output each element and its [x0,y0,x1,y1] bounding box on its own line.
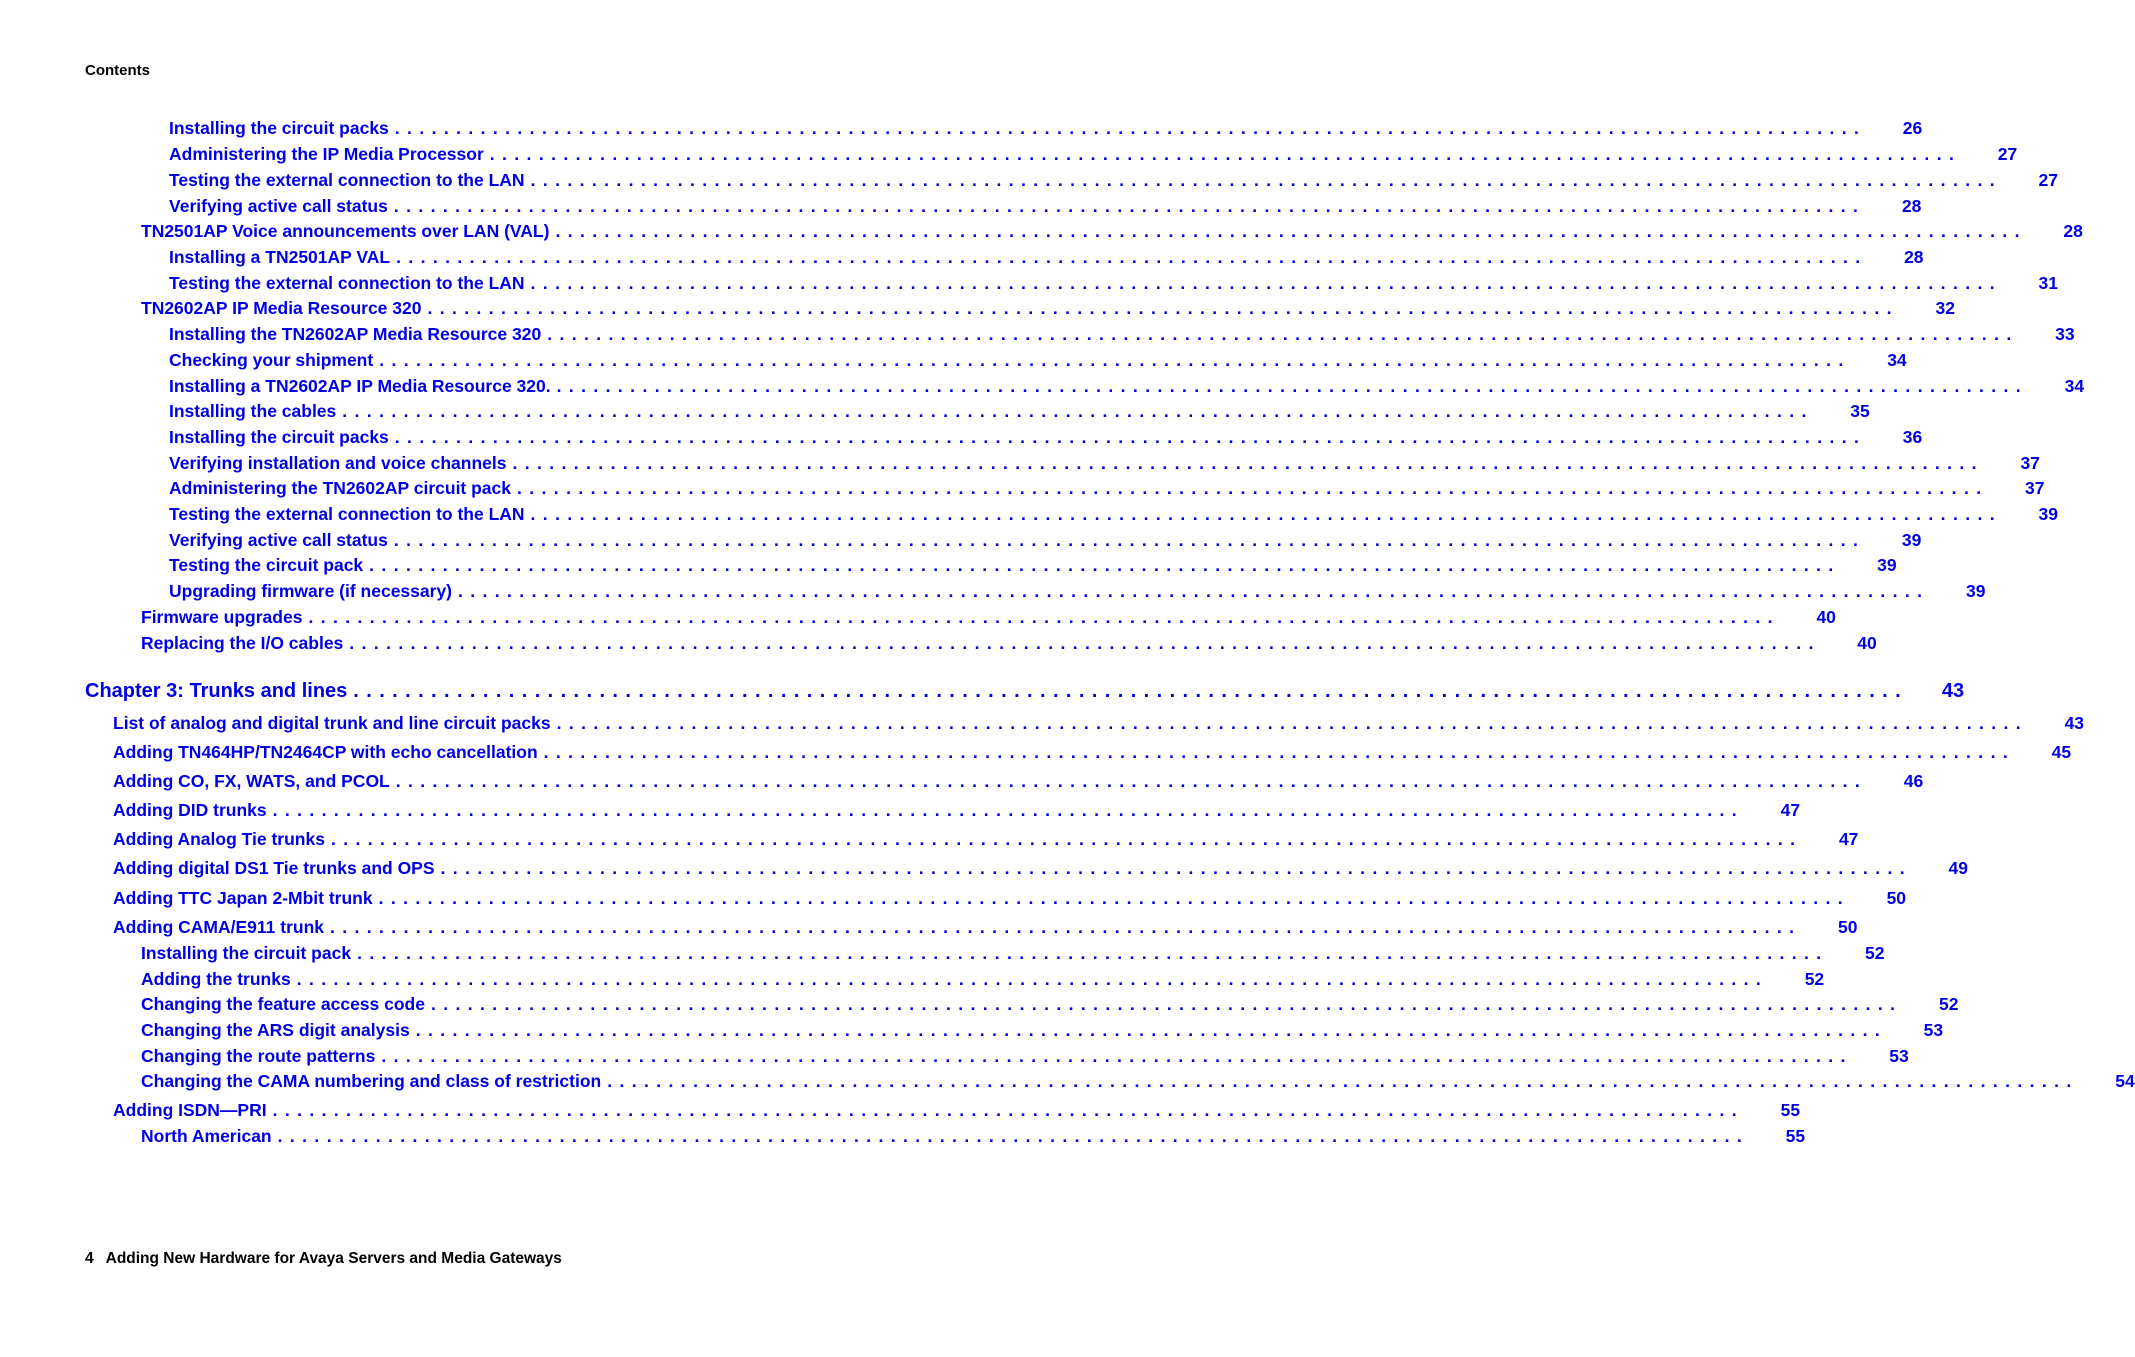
toc-entry-title: Installing a TN2602AP IP Media Resource 320. [169,376,557,397]
toc-entry-title: Adding the trunks [141,969,297,990]
toc-page-number: 37 [2025,478,2045,498]
toc-entry-title: Installing the cables [169,401,342,422]
toc-leader-dots: ........................................................................................................................ [395,771,1868,791]
toc-entry-title: Adding CO, FX, WATS, and PCOL [113,771,396,792]
toc-leader-dots: ........................................................................................................................ [396,247,1868,267]
toc-page-number: 40 [1857,633,1877,653]
toc-page-number: 27 [1997,144,2018,164]
toc-entry[interactable] [113,800,1801,821]
toc-entry[interactable] [169,324,2075,345]
toc-entry-title: Changing the CAMA numbering and class of restriction [141,1071,607,1092]
toc-leader-dots: ........................................................................................................................ [427,298,1899,318]
toc-leader-dots: ........................................................................................................................ [430,994,1903,1014]
toc-entry[interactable] [169,478,2045,499]
toc-entry-title: Installing the circuit pack [141,943,357,964]
toc-leader-dots: ........................................................................................................................ [393,530,1866,550]
toc-entry[interactable] [113,888,1907,909]
toc-entry-title: Adding digital DS1 Tie trunks and OPS [113,858,441,879]
toc-entry[interactable] [141,1046,1909,1067]
toc-entry-title: Firmware upgrades [141,607,308,628]
toc-page-number: 37 [2020,453,2040,473]
toc-entry[interactable] [141,969,1825,990]
toc-page-number: 52 [1938,994,1959,1014]
toc-page-number: 52 [1865,943,1885,963]
toc-leader-dots: ........................................................................................................................ [369,555,1841,575]
toc-entry-title: Verifying installation and voice channels [169,453,512,474]
toc-leader-dots: ........................................................................................................................ [353,680,1909,702]
toc-entry[interactable] [169,144,2018,165]
toc-entry[interactable] [141,298,1955,319]
footer-document-title: Adding New Hardware for Avaya Servers and Media Gateways [105,1250,562,1267]
toc-entry[interactable] [169,196,1922,217]
toc-leader-dots: ........................................................................................................................ [489,144,1962,164]
toc-page-number: 55 [1780,1100,1801,1120]
toc-leader-dots: ........................................................................................................................ [342,401,1814,421]
toc-page-number: 43 [2064,713,2085,733]
toc-leader-dots: ........................................................................................................................ [379,350,1851,370]
toc-entry[interactable] [113,858,1968,879]
toc-leader-dots: ........................................................................................................................ [530,170,2002,190]
toc-leader-dots: ........................................................................................................................ [607,1071,2079,1091]
toc-entry[interactable] [113,1100,1801,1121]
toc-entry[interactable] [169,530,1922,551]
toc-leader-dots: ........................................................................................................................ [458,581,1930,601]
toc-entry[interactable] [169,581,1986,602]
toc-entry-title: Administering the TN2602AP circuit pack [169,478,517,499]
toc-entry-title: Adding CAMA/E911 trunk [113,917,330,938]
toc-leader-dots: ........................................................................................................................ [556,376,2029,396]
toc-entry-title: North American [141,1126,278,1147]
toc-leader-dots: ........................................................................................................................ [415,1020,1888,1040]
toc-entry[interactable] [169,247,1924,268]
toc-page-number: 36 [1902,427,1923,447]
toc-entry[interactable] [169,427,1923,448]
toc-entry-title: Adding ISDN—PRI [113,1100,273,1121]
toc-leader-dots: ........................................................................................................................ [357,943,1829,963]
toc-leader-dots: ........................................................................................................................ [330,829,1803,849]
toc-leader-dots: ........................................................................................................................ [381,1046,1853,1066]
toc-entry[interactable] [141,1126,1806,1147]
toc-entry-title: TN2501AP Voice announcements over LAN (VAL) [141,221,555,242]
toc-leader-dots: ........................................................................................................................ [517,478,1989,498]
toc-entry-title: Verifying active call status [169,530,394,551]
toc-leader-dots: ........................................................................................................................ [556,713,2029,733]
toc-page-number: 47 [1838,829,1859,849]
toc-entry-title: Installing the circuit packs [169,427,395,448]
toc-entry-title: Installing the circuit packs [169,118,395,139]
toc-entry[interactable] [141,221,2083,242]
toc-page-number: 54 [2115,1071,2135,1091]
toc-leader-dots: ........................................................................................................................ [393,196,1866,216]
toc-leader-dots: ........................................................................................................................ [330,917,1802,937]
toc-page-number: 47 [1780,800,1801,820]
toc-entry[interactable] [113,742,2072,763]
toc-leader-dots: ........................................................................................................................ [530,504,2002,524]
toc-leader-dots: ........................................................................................................................ [296,969,1769,989]
toc-entry[interactable] [113,713,2085,734]
toc-leader-dots: ........................................................................................................................ [530,273,2002,293]
toc-entry[interactable] [141,607,1836,628]
toc-page-number: 50 [1886,888,1907,908]
toc-entry[interactable] [169,453,2040,474]
toc-page-number: 39 [1965,581,1986,601]
toc-page-number: 34 [1887,350,1907,370]
toc-page-number: 39 [1877,555,1897,575]
toc-page-number: 28 [2063,221,2083,241]
toc-leader-dots: ........................................................................................................................ [394,427,1867,447]
toc-page-number: 26 [1902,118,1923,138]
toc-entry-title: Changing the route patterns [141,1046,381,1067]
toc-entry[interactable] [169,170,2058,191]
toc-page-number: 52 [1804,969,1825,989]
toc-chapter-entry[interactable] [85,680,1965,703]
toc-entry[interactable] [141,633,1877,654]
toc-entry[interactable] [141,1020,1944,1041]
toc-entry-title: Changing the ARS digit analysis [141,1020,416,1041]
toc-leader-dots: ........................................................................................................................ [555,221,2027,241]
toc-leader-dots: ........................................................................................................................ [394,118,1867,138]
toc-entry-title: Changing the feature access code [141,994,431,1015]
toc-leader-dots: ........................................................................................................................ [512,453,1984,473]
toc-leader-dots: ........................................................................................................................ [547,324,2019,344]
toc-entry-title: Adding TN464HP/TN2464CP with echo cancellation [113,742,544,763]
toc-entry[interactable] [169,376,2085,397]
toc-entry-title: Testing the circuit pack [169,555,369,576]
toc-leader-dots: ........................................................................................................................ [543,742,2016,762]
toc-entry-title: Chapter 3: Trunks and lines [85,680,353,703]
toc-leader-dots: ........................................................................................................................ [277,1126,1750,1146]
toc-entry-title: Testing the external connection to the LAN [169,170,531,191]
toc-page-number: 34 [2064,376,2085,396]
toc-page-number: 32 [1935,298,1955,318]
toc-page-number: 53 [1889,1046,1909,1066]
page-footer [85,1250,562,1268]
toc-entry-title: Administering the IP Media Processor [169,144,490,165]
toc-leader-dots: ........................................................................................................................ [349,633,1821,653]
toc-entry-title: Replacing the I/O cables [141,633,349,654]
toc-page-number: 33 [2055,324,2075,344]
toc-page-number: 28 [1901,196,1922,216]
toc-entry[interactable] [113,917,1858,938]
toc-entry-title: Adding DID trunks [113,800,273,821]
toc-page-number: 45 [2051,742,2072,762]
toc-leader-dots: ........................................................................................................................ [440,858,1912,878]
toc-page-number: 43 [1941,680,1965,702]
toc-entry[interactable] [169,273,2058,294]
toc-entry[interactable] [141,1071,2135,1092]
toc-entry[interactable] [141,943,1885,964]
toc-leader-dots: ........................................................................................................................ [378,888,1851,908]
toc-entry-title: Checking your shipment [169,350,379,371]
toc-page-number: 55 [1785,1126,1806,1146]
toc-entry[interactable] [169,118,1923,139]
toc-page-number: 31 [2038,273,2058,293]
toc-entry-title: Verifying active call status [169,196,394,217]
toc-entry[interactable] [113,771,1924,792]
toc-page-number: 27 [2038,170,2058,190]
toc-entry[interactable] [169,504,2058,525]
toc-page-number: 35 [1850,401,1870,421]
toc-leader-dots: ........................................................................................................................ [272,1100,1745,1120]
toc-page-number: 46 [1903,771,1924,791]
toc-entry[interactable] [141,994,1959,1015]
toc-entry-title: Installing the TN2602AP Media Resource 320 [169,324,547,345]
footer-page-number: 4 [85,1250,94,1267]
toc-entry[interactable] [169,350,1907,371]
toc-entry-title: TN2602AP IP Media Resource 320 [141,298,427,319]
toc-page-number: 39 [1901,530,1922,550]
toc-page-number: 39 [2038,504,2058,524]
toc-entry-title: Testing the external connection to the LAN [169,273,531,294]
toc-entry-title: Installing a TN2501AP VAL [169,247,396,268]
toc-entry-title: List of analog and digital trunk and line circuit packs [113,713,557,734]
toc-entry-title: Upgrading firmware (if necessary) [169,581,458,602]
toc-page-number: 53 [1923,1020,1944,1040]
toc-entry[interactable] [169,555,1897,576]
toc-leader-dots: ........................................................................................................................ [272,800,1745,820]
toc-page-number: 50 [1837,917,1858,937]
toc-entry-title: Adding Analog Tie trunks [113,829,331,850]
toc-page-number: 40 [1816,607,1836,627]
toc-entry[interactable] [113,829,1859,850]
toc-leader-dots: ........................................................................................................................ [308,607,1780,627]
toc-page-number: 28 [1904,247,1924,267]
toc-entry[interactable] [169,401,1870,422]
toc-page-number: 49 [1948,858,1968,878]
toc-entry-title: Testing the external connection to the LAN [169,504,531,525]
toc-entry-title: Adding TTC Japan 2-Mbit trunk [113,888,379,909]
running-header: Contents [85,62,150,79]
